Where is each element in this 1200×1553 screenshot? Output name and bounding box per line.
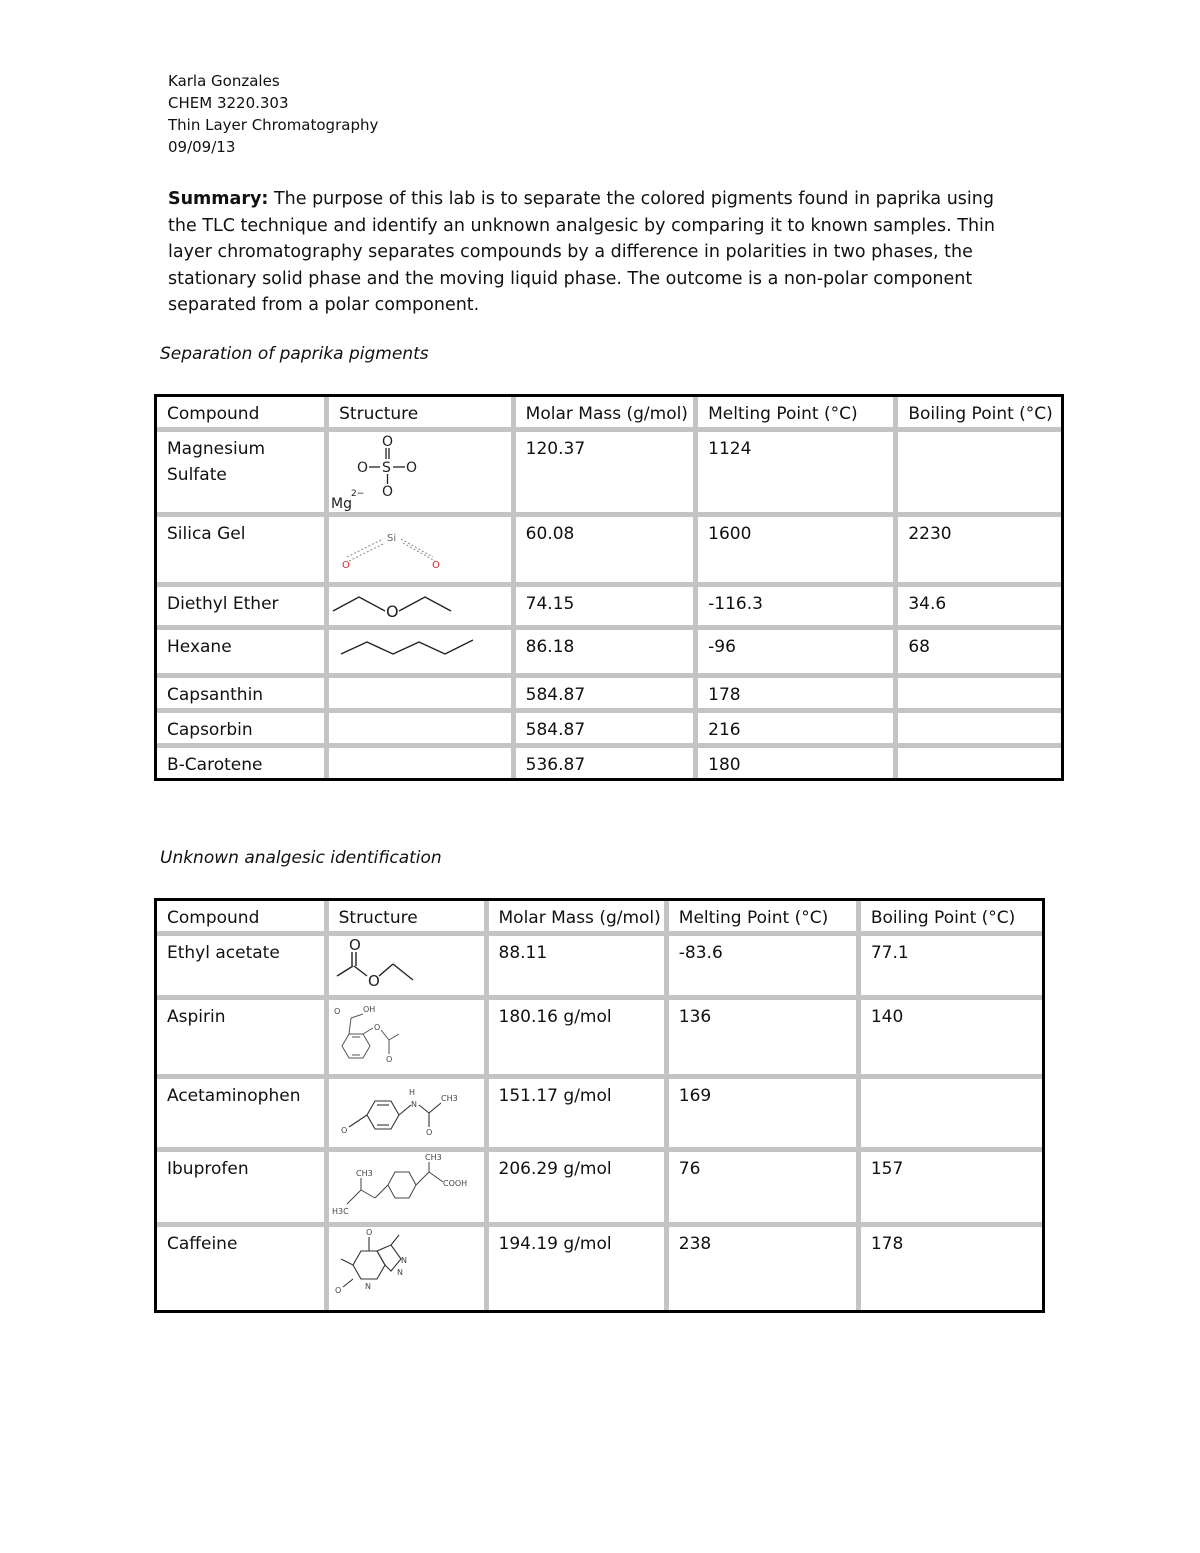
boiling-point: 68	[898, 630, 1061, 678]
hexane-structure	[329, 630, 479, 670]
table-row	[157, 1227, 1042, 1310]
atom-label: O	[432, 560, 441, 571]
atom-label: H	[408, 1088, 415, 1097]
table-row	[157, 1152, 1042, 1227]
atom-label: CH3	[355, 1169, 373, 1178]
course-number: CHEM 3220.303	[168, 94, 289, 112]
table-row	[157, 1000, 1042, 1079]
table1-title: Separation of paprika pigments	[160, 344, 429, 364]
atom-label: O	[365, 1228, 372, 1237]
header-compound: Compound	[157, 397, 329, 432]
summary-paragraph	[168, 186, 1028, 319]
structure-cell	[329, 1227, 489, 1310]
melting-point: -83.6	[669, 936, 861, 1000]
molar-mass: 88.11	[489, 936, 669, 1000]
molar-mass: 151.17 g/mol	[489, 1079, 669, 1152]
analgesic-table	[154, 898, 1045, 1313]
melting-point: 1124	[698, 432, 898, 517]
structure-cell	[329, 936, 489, 1000]
atom-label: S	[382, 460, 392, 476]
atom-label: O	[333, 1007, 340, 1016]
structure-cell	[329, 1000, 489, 1079]
boiling-point: 157	[861, 1152, 1042, 1227]
structure-cell	[329, 587, 516, 630]
atom-label: N	[396, 1268, 403, 1277]
atom-label: Mg	[331, 496, 353, 512]
molar-mass: 584.87	[516, 678, 698, 713]
atom-label: N	[410, 1100, 417, 1109]
compound-name: Ibuprofen	[157, 1152, 329, 1227]
compound-name: Capsorbin	[157, 713, 329, 748]
melting-point: 238	[669, 1227, 861, 1310]
compound-name: Magnesium Sulfate	[157, 432, 329, 517]
structure-cell	[329, 713, 516, 748]
melting-point: 136	[669, 1000, 861, 1079]
table-row	[157, 630, 1061, 678]
compound-name: Diethyl Ether	[157, 587, 329, 630]
melting-point: 1600	[698, 517, 898, 587]
compound-name: Caffeine	[157, 1227, 329, 1310]
molar-mass: 86.18	[516, 630, 698, 678]
molar-mass: 180.16 g/mol	[489, 1000, 669, 1079]
author-name: Karla Gonzales	[168, 72, 280, 90]
atom-label: O	[382, 434, 394, 450]
header-structure: Structure	[329, 901, 489, 936]
atom-label: H3C	[331, 1207, 349, 1216]
molar-mass: 584.87	[516, 713, 698, 748]
acetaminophen-structure	[329, 1079, 469, 1145]
atom-label: Si	[387, 533, 397, 544]
boiling-point	[898, 713, 1061, 748]
melting-point: 178	[698, 678, 898, 713]
structure-cell	[329, 1079, 489, 1152]
header-melting-point: Melting Point (°C)	[698, 397, 898, 432]
table-row	[157, 713, 1061, 748]
melting-point: 216	[698, 713, 898, 748]
melting-point: -96	[698, 630, 898, 678]
header-boiling-point: Boiling Point (°C)	[898, 397, 1061, 432]
boiling-point: 140	[861, 1000, 1042, 1079]
boiling-point: 77.1	[861, 936, 1042, 1000]
atom-label: O	[385, 1055, 392, 1064]
structure-cell	[329, 432, 516, 517]
table-header-row	[157, 397, 1061, 432]
table-row	[157, 1079, 1042, 1152]
molar-mass: 120.37	[516, 432, 698, 517]
atom-label: O	[406, 460, 418, 476]
ibuprofen-structure	[329, 1152, 479, 1222]
table-row	[157, 936, 1042, 1000]
atom-label: O	[342, 560, 351, 571]
boiling-point	[898, 748, 1061, 778]
header-boiling-point: Boiling Point (°C)	[861, 901, 1042, 936]
melting-point: -116.3	[698, 587, 898, 630]
atom-label: CH3	[424, 1153, 442, 1162]
compound-name: B-Carotene	[157, 748, 329, 778]
structure-cell	[329, 748, 516, 778]
magnesium-sulfate-structure	[329, 432, 429, 512]
compound-name: Hexane	[157, 630, 329, 678]
header-molar-mass: Molar Mass (g/mol)	[516, 397, 698, 432]
compound-name: Capsanthin	[157, 678, 329, 713]
lab-title: Thin Layer Chromatography	[168, 116, 379, 134]
summary-text: The purpose of this lab is to separate the colored pigments found in paprika using the TLC technique and identify an unknown analgesic by comparing it to known samples. Thin layer chromatography separates compounds by a difference in polarities in two phases, the stationary solid phase and the moving liquid phase. The outcome is a non-polar component separated from a polar component.	[168, 189, 996, 315]
structure-cell	[329, 678, 516, 713]
paprika-table	[154, 394, 1064, 781]
atom-label: N	[364, 1282, 371, 1291]
boiling-point	[898, 678, 1061, 713]
ethyl-acetate-structure	[329, 936, 429, 994]
atom-label: O	[357, 460, 369, 476]
atom-label: O	[382, 484, 394, 500]
table2-title: Unknown analgesic identification	[160, 848, 442, 868]
melting-point: 76	[669, 1152, 861, 1227]
atom-label: N	[400, 1256, 407, 1265]
charge-label: 2−	[351, 489, 365, 499]
aspirin-structure	[329, 1000, 419, 1074]
atom-label: O	[425, 1128, 432, 1137]
lab-date: 09/09/13	[168, 138, 236, 156]
molar-mass: 60.08	[516, 517, 698, 587]
diethyl-ether-structure	[329, 587, 459, 623]
compound-name: Ethyl acetate	[157, 936, 329, 1000]
summary-label: Summary:	[168, 189, 269, 209]
melting-point: 169	[669, 1079, 861, 1152]
molar-mass: 206.29 g/mol	[489, 1152, 669, 1227]
molar-mass: 194.19 g/mol	[489, 1227, 669, 1310]
molar-mass: 74.15	[516, 587, 698, 630]
atom-label: CH3	[440, 1094, 458, 1103]
structure-cell	[329, 630, 516, 678]
atom-label: O	[373, 1023, 380, 1032]
boiling-point	[898, 432, 1061, 517]
boiling-point: 2230	[898, 517, 1061, 587]
atom-label: O	[367, 972, 380, 990]
boiling-point	[861, 1079, 1042, 1152]
atom-label: O	[340, 1126, 347, 1135]
compound-name: Aspirin	[157, 1000, 329, 1079]
atom-label: OH	[362, 1005, 375, 1014]
atom-label: O	[386, 602, 399, 621]
atom-label: O	[348, 936, 361, 954]
table-row	[157, 678, 1061, 713]
boiling-point: 178	[870, 1234, 904, 1254]
header-structure: Structure	[329, 397, 516, 432]
melting-point: 180	[698, 748, 898, 778]
table-header-row	[157, 901, 1042, 936]
structure-cell	[329, 1152, 489, 1227]
boiling-point: 34.6	[898, 587, 1061, 630]
table-row	[157, 432, 1061, 517]
header-melting-point: Melting Point (°C)	[669, 901, 861, 936]
table-row	[157, 587, 1061, 630]
table-row	[157, 748, 1061, 778]
atom-label: COOH	[442, 1179, 467, 1188]
silica-gel-structure	[329, 517, 459, 579]
header-compound: Compound	[157, 901, 329, 936]
molar-mass: 536.87	[516, 748, 698, 778]
compound-name: Silica Gel	[157, 517, 329, 587]
caffeine-structure	[329, 1227, 429, 1305]
document-header	[168, 70, 378, 158]
header-molar-mass: Molar Mass (g/mol)	[489, 901, 669, 936]
compound-name: Acetaminophen	[157, 1079, 329, 1152]
structure-cell	[329, 517, 516, 587]
atom-label: O	[334, 1286, 341, 1295]
table-row	[157, 517, 1061, 587]
